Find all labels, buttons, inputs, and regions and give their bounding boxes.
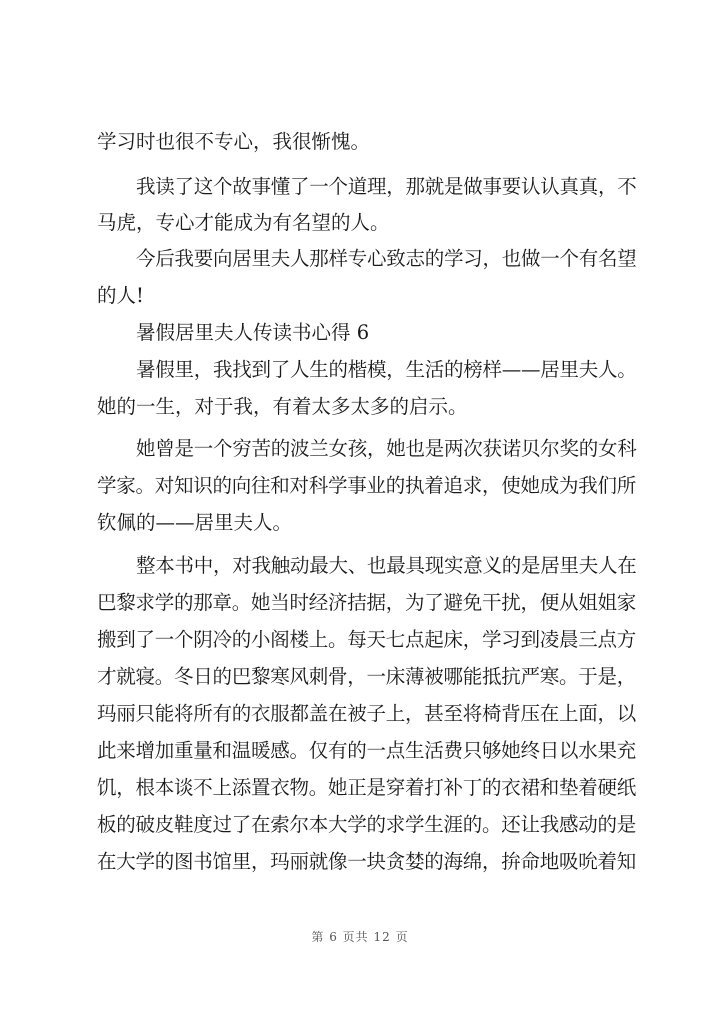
text-line: 此来增加重量和温暖感。仅有的一点生活费只够她终日以水果充 xyxy=(97,739,637,762)
text-line: 在大学的图书馆里，玛丽就像一块贪婪的海绵，拚命地吸吮着知 xyxy=(97,850,637,873)
text-line: 巴黎求学的那章。她当时经济拮据，为了避免干扰，便从姐姐家 xyxy=(97,591,637,614)
text-line: 饥，根本谈不上添置衣物。她正是穿着打补丁的衣裙和垫着硬纸 xyxy=(97,776,637,799)
text-line: 钦佩的——居里夫人。 xyxy=(97,511,293,534)
page-number-footer: 第 6 页共 12 页 xyxy=(311,930,409,944)
text-line: 我读了这个故事懂了一个道理，那就是做事要认认真真，不 xyxy=(136,175,637,198)
text-line: 才就寝。冬日的巴黎寒风刺骨，一床薄被哪能抵抗严寒。于是， xyxy=(97,665,637,688)
text-line: 学习时也很不专心，我很惭愧。 xyxy=(97,130,371,153)
text-line: 学家。对知识的向往和对科学事业的执着追求，使她成为我们所 xyxy=(97,474,637,497)
text-line: 她的一生，对于我，有着太多太多的启示。 xyxy=(97,395,468,418)
text-line: 她曾是一个穷苦的波兰女孩，她也是两次获诺贝尔奖的女科 xyxy=(136,437,637,460)
text-line: 马虎，专心才能成为有名望的人。 xyxy=(97,211,390,234)
text-line: 玛丽只能将所有的衣服都盖在被子上，甚至将椅背压在上面，以 xyxy=(97,702,637,725)
text-line: 的人! xyxy=(97,284,144,307)
text-line: 整本书中，对我触动最大、也最具现实意义的是居里夫人在 xyxy=(136,554,637,577)
section-heading: 暑假居里夫人传读书心得 6 xyxy=(136,321,370,344)
text-line: 搬到了一个阴冷的小阁楼上。每天七点起床，学习到凌晨三点方 xyxy=(97,628,637,651)
text-line: 暑假里，我找到了人生的楷模，生活的榜样——居里夫人。 xyxy=(136,358,637,381)
text-line: 今后我要向居里夫人那样专心致志的学习，也做一个有名望 xyxy=(136,247,637,270)
text-line: 板的破皮鞋度过了在索尔本大学的求学生涯的。还让我感动的是 xyxy=(97,813,637,836)
